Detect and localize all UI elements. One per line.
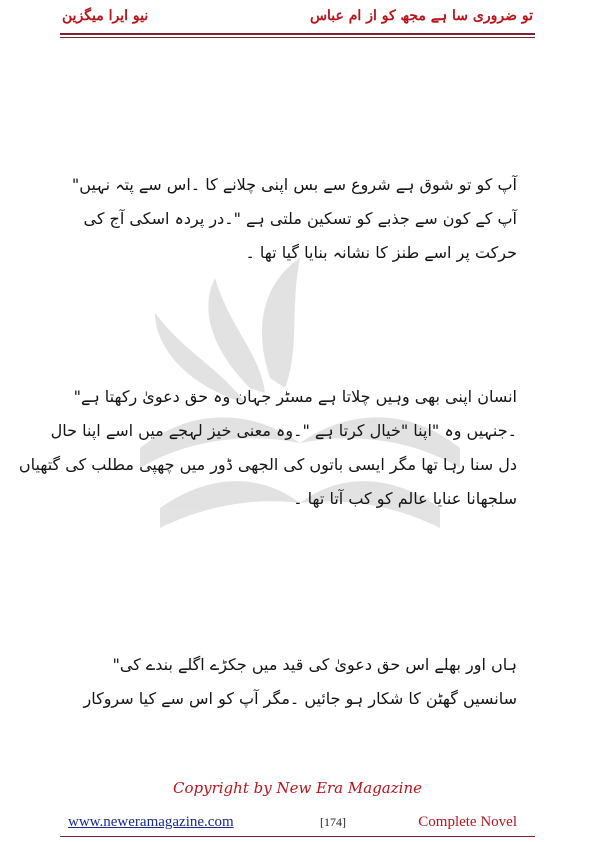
text-line: آپ کو تو شوق ہے شروع سے بس اپنی چلانے کا ۔اس سے پتہ نہیں" [71,175,517,194]
footer-rule [60,836,535,837]
magazine-name: نیو ایرا میگزین [62,8,149,24]
text-line: حرکت پر اسے طنز کا نشانہ بنایا گیا تھا ۔ [245,243,517,262]
website-link[interactable]: www.neweramagazine.com [68,814,234,830]
footer-label: Complete Novel [418,814,517,830]
header-rule [60,33,535,35]
text-line: دل سنا رہا تھا مگر ایسی باتوں کی الجھی ڈور میں چھپی مطلب کی گتھیاں [18,455,517,474]
text-line: انسان اپنی بھی وہیں چلاتا ہے مسٹر جہان وہ حق دعویٰ رکھتا ہے" [73,387,517,406]
copyright-notice: Copyright by New Era Magazine [173,779,422,797]
text-line: ۔جنہیں وہ "اپنا "خیال کرتا ہے "۔وہ معنی خیز لہجے میں اسے اپنا حال [50,421,517,440]
text-line: سلجھانا عنایا عالم کو کب آتا تھا ۔ [293,489,517,508]
paragraph-3 [78,648,517,716]
header-rule-thin [60,37,535,38]
text-line: آپ کے کون سے جذبے کو تسکین ملتی ہے "۔در پردہ اسکی آج کی [83,209,517,228]
novel-title: تو ضروری سا ہے مجھ کو از ام عباس [309,8,533,24]
text-line: ہاں اور بھلے اس حق دعویٰ کی قید میں جکڑے اگلے بندے کی" [112,655,517,674]
page-footer [68,814,517,834]
page-header [62,8,533,30]
text-line: سانسیں گھٹن کا شکار ہو جائیں ۔مگر آپ کو اس سے کیا سروکار [83,689,517,708]
paragraph-1 [71,168,517,270]
page-number: [174] [320,815,346,829]
paragraph-2 [18,380,517,516]
